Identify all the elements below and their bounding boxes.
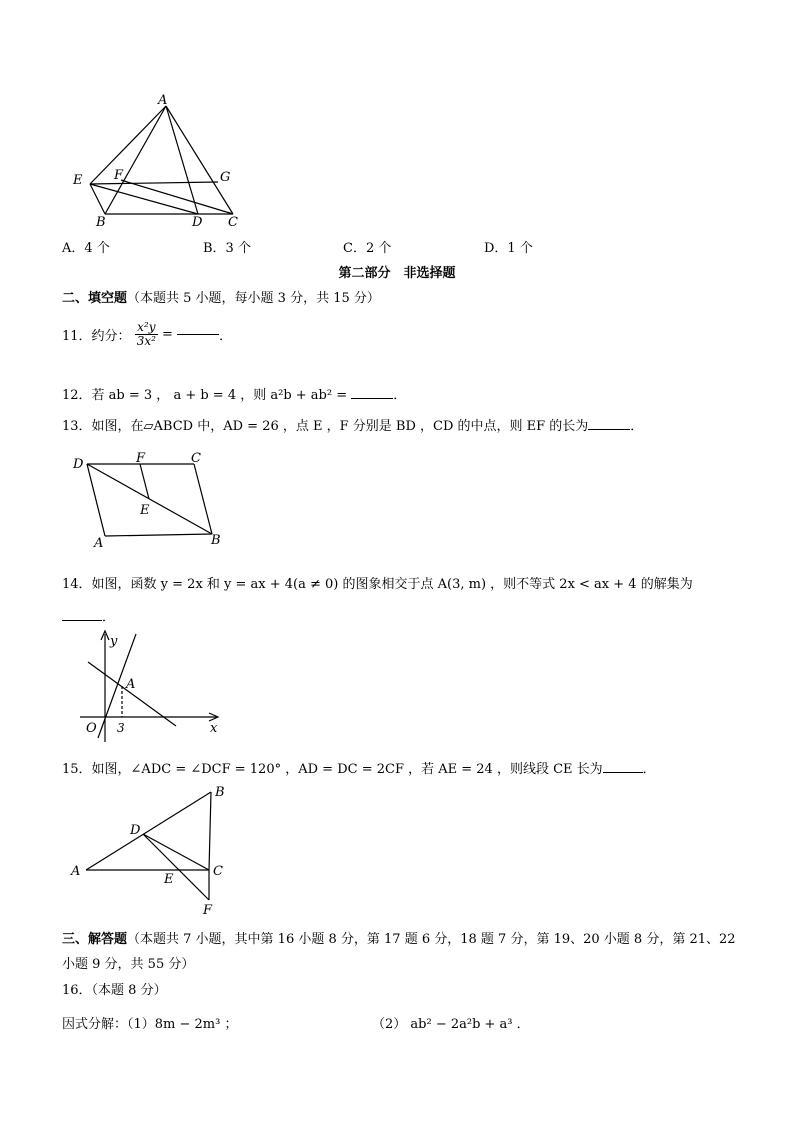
option-b: B．3 个 (203, 241, 251, 256)
fig10-label-d: D (192, 215, 203, 230)
fig14-label-a: A (126, 677, 136, 692)
q14-text: 14．如图，函数 y = 2x 和 y = ax + 4(a ≠ 0) 的图象相交于点 A(3, m) ，则不等式 2x < ax + 4 的解集为 (62, 577, 693, 592)
q16-header: 16．（本题 8 分） (62, 983, 167, 998)
fig10-label-b: B (96, 215, 106, 230)
question-14 (62, 573, 693, 592)
fig13-label-b: B (211, 533, 221, 548)
figure-q13-parallelogram (70, 446, 230, 552)
fig14-label-x: x (210, 721, 218, 736)
fig13-label-d: D (73, 457, 84, 472)
q11-number: 11．约分： (62, 329, 131, 344)
question-14-answer-line (62, 606, 115, 625)
fig14-label-o: O (86, 721, 97, 736)
section-three-title: 三、解答题 (62, 932, 128, 947)
q11-answer-blank[interactable] (177, 334, 219, 335)
q14-end: ． (102, 610, 116, 625)
q16-part1: 因式分解：（1）8m − 2m³ ； (62, 1017, 238, 1032)
fig15-label-f: F (203, 903, 213, 918)
fig10-label-e: E (73, 173, 83, 188)
fig15-label-c: C (213, 864, 223, 879)
q11-fraction (135, 321, 158, 348)
q13-answer-blank[interactable] (588, 429, 630, 430)
fig10-label-g: G (220, 170, 231, 185)
q15-answer-blank[interactable] (603, 772, 643, 773)
fig15-label-a: A (71, 864, 81, 879)
figure-q10-triangle (64, 88, 254, 233)
q14-answer-blank[interactable] (62, 620, 102, 621)
figure-q15-triangles (64, 782, 244, 920)
section-two-desc: （本题共 5 小题，每小题 3 分，共 15 分） (127, 291, 380, 306)
fig10-label-c: C (228, 215, 238, 230)
figure-q14-graph (70, 628, 230, 746)
question-13 (62, 415, 643, 434)
q16-part2: （2） ab² − 2a²b + a³ ． (372, 1017, 530, 1032)
part-two-title: 第二部分 非选择题 (338, 266, 456, 281)
question-15 (62, 758, 656, 777)
q12-answer-blank[interactable] (351, 398, 393, 399)
fig13-label-a: A (94, 536, 104, 551)
option-c: C．2 个 (343, 241, 392, 256)
section-three-heading (62, 928, 736, 947)
q15-text: 15．如图，∠ADC = ∠DCF = 120° ，AD = DC = 2CF ，若 AE = 24 ，则线段 CE 长为 (62, 762, 603, 777)
section-three-desc-line1: （本题共 7 小题，其中第 16 小题 8 分，第 17 题 6 分，18 题 7 分，第 19、20 小题 8 分，第 21、22 (127, 932, 736, 947)
fig13-label-e: E (140, 503, 150, 518)
option-a: A．4 个 (62, 241, 110, 256)
fig15-label-e: E (164, 872, 174, 887)
fig10-label-f: F (114, 168, 124, 183)
q13-end: ． (630, 419, 644, 434)
q11-end: ． (219, 329, 233, 344)
section-two-heading (62, 287, 380, 306)
option-d: D．1 个 (484, 241, 533, 256)
q11-equals: = (162, 327, 173, 342)
fig14-label-3: 3 (117, 721, 125, 735)
fig15-label-b: B (215, 785, 225, 800)
fig13-label-c: C (191, 451, 201, 466)
question-12 (62, 384, 406, 403)
section-three-desc-line2: 小题 9 分，共 55 分） (62, 957, 195, 972)
section-two-title: 二、填空题 (62, 291, 128, 306)
q11-numerator: x²y (135, 321, 158, 335)
q12-end: ． (393, 388, 407, 403)
question-11 (62, 321, 232, 348)
q13-text: 13．如图，在▱ABCD 中，AD = 26 ，点 E ，F 分别是 BD ，CD 的中点，则 EF 的长为 (62, 419, 589, 434)
q11-denominator: 3x² (136, 334, 156, 348)
fig15-label-d: D (130, 823, 141, 838)
fig14-label-y: y (110, 634, 118, 649)
fig10-label-a: A (158, 93, 168, 108)
fig13-label-f: F (136, 451, 146, 466)
q15-end: ． (642, 762, 656, 777)
q12-text: 12．若 ab = 3 ， a + b = 4 ，则 a²b + ab² = (62, 388, 348, 403)
